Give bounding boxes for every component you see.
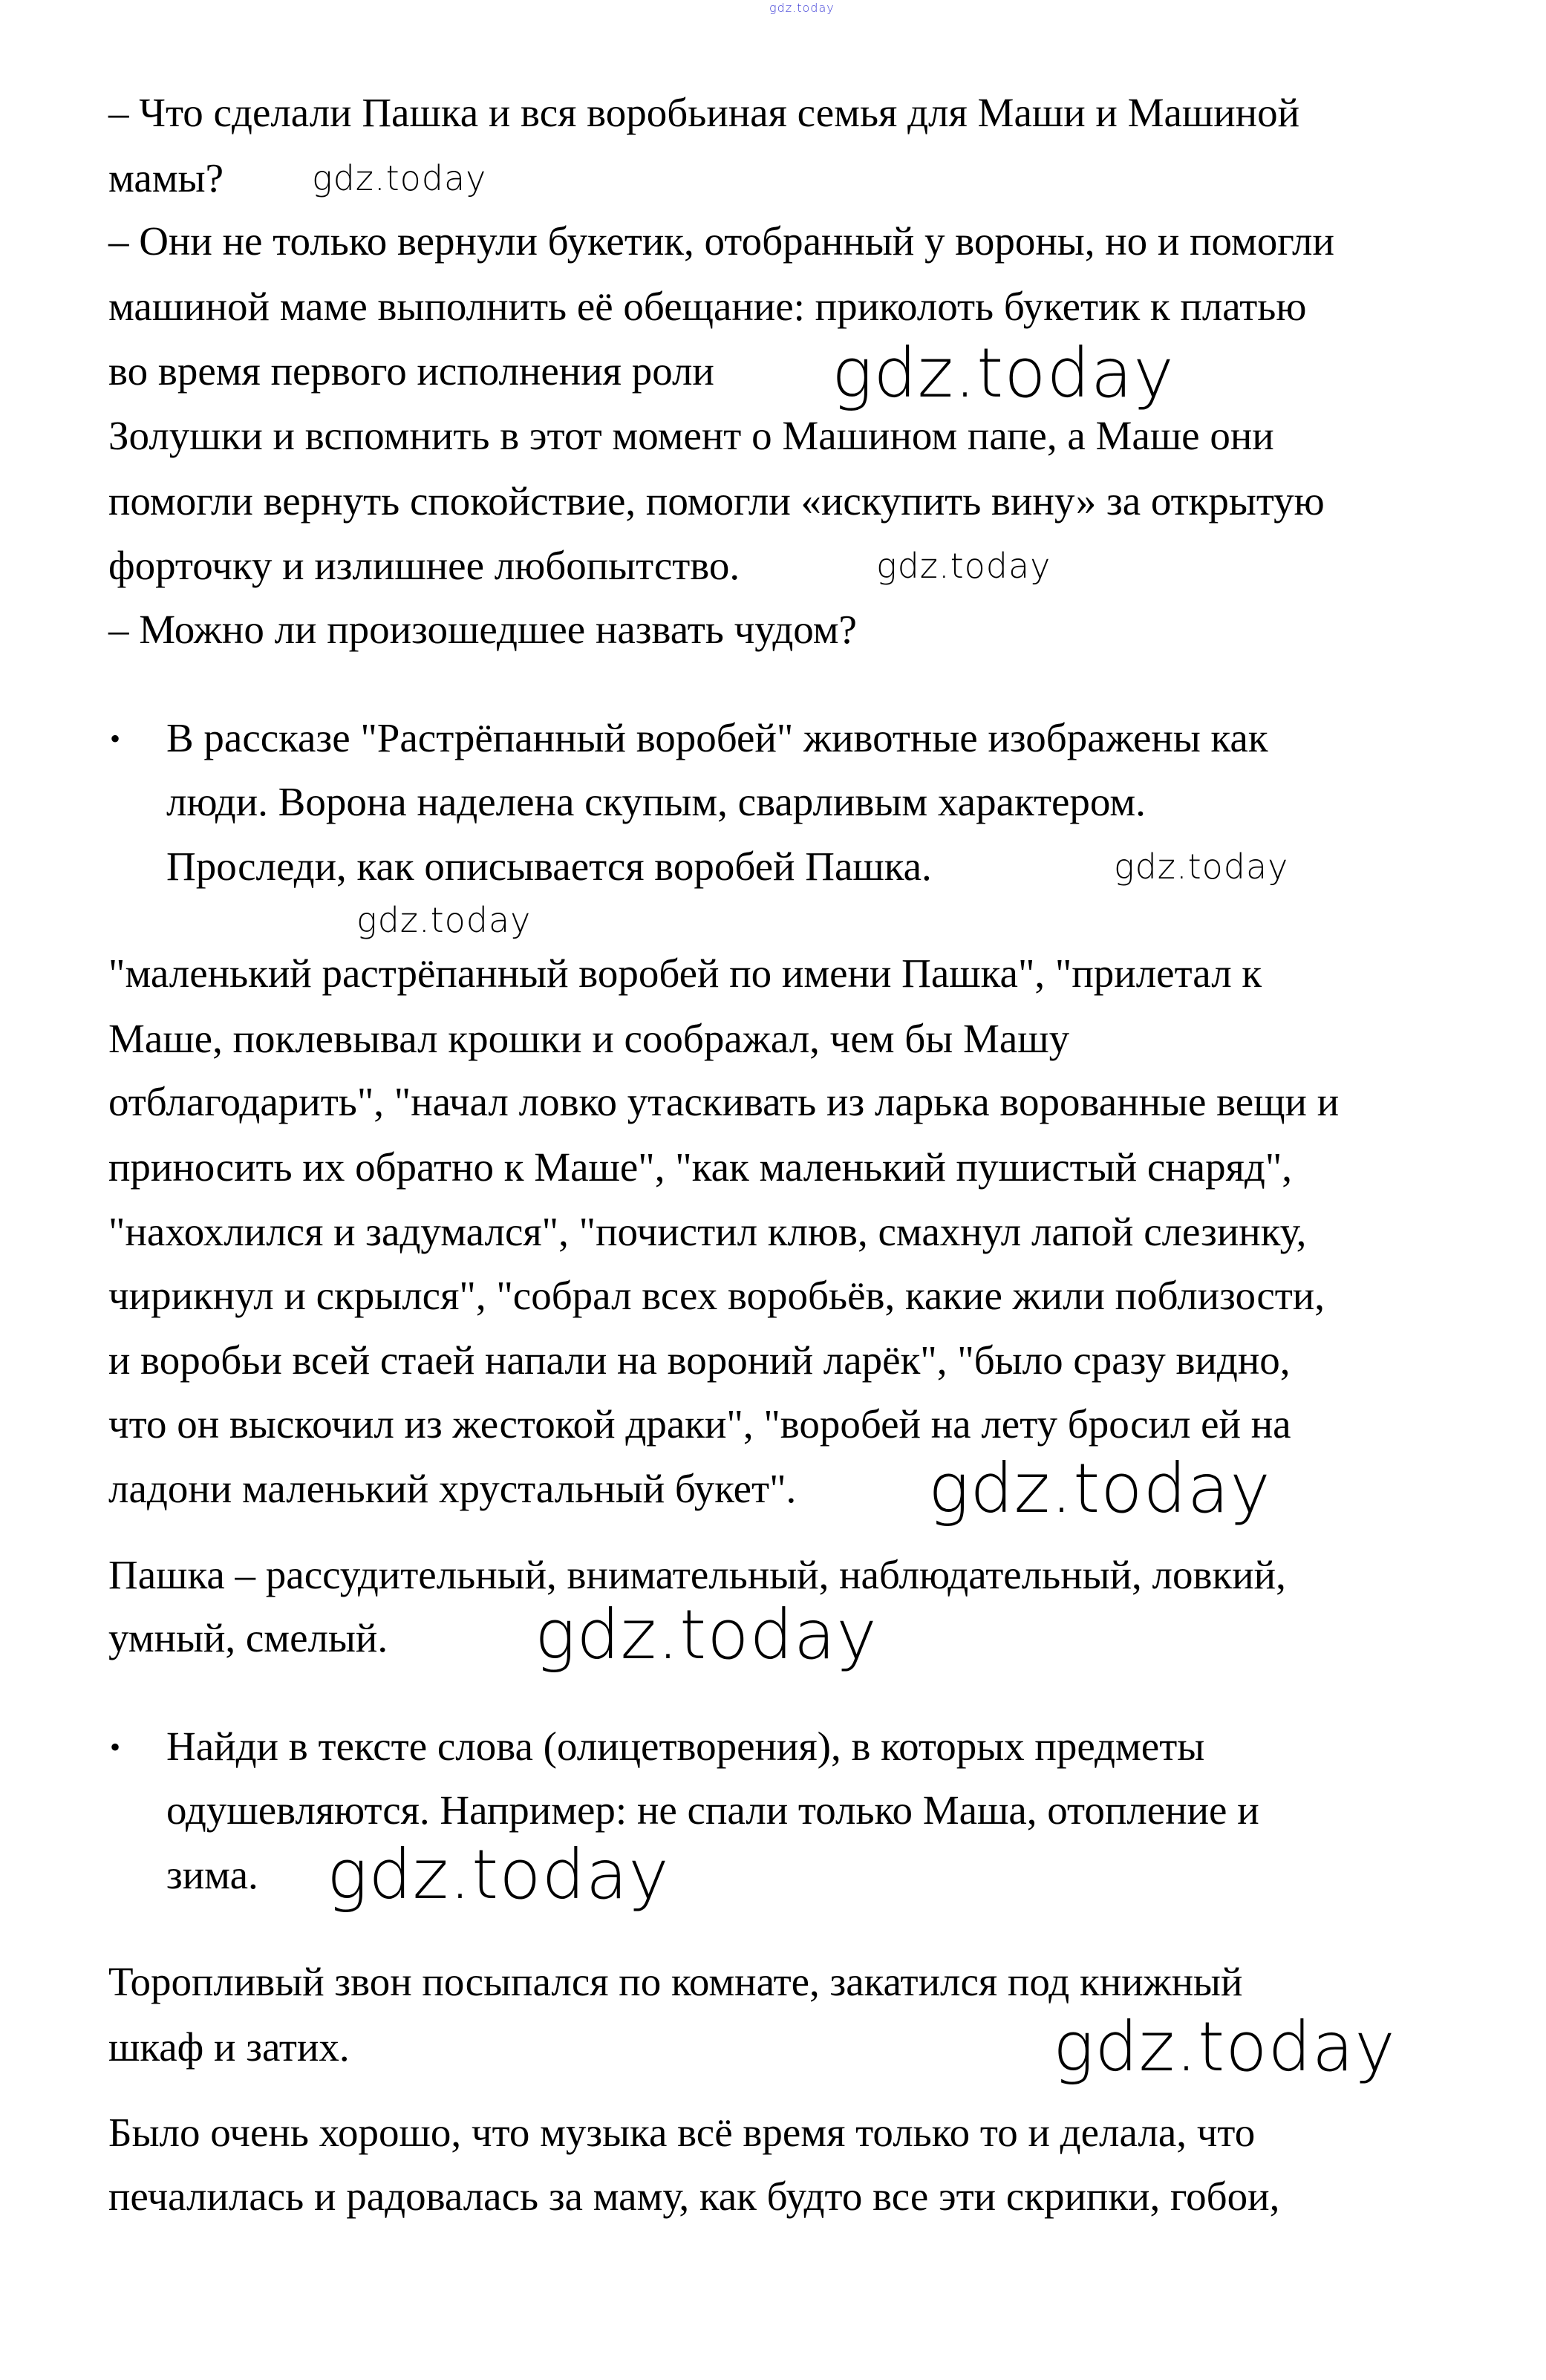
question-line: зима.	[166, 1852, 258, 1897]
answer-line: что он выскочил из жестокой драки", "воробей на лету бросил ей на	[108, 1401, 1291, 1447]
watermark: gdz.today	[928, 1449, 1271, 1528]
answer-line: шкаф и затих.	[108, 2024, 350, 2070]
text-line: помогли вернуть спокойствие, помогли «искупить вину» за открытую	[108, 478, 1325, 524]
text-line: – Они не только вернули букетик, отобранный у вороны, но и помогли	[108, 218, 1334, 264]
watermark: gdz.today	[876, 546, 1051, 586]
answer-line: чирикнул и скрылся", "собрал всех воробьёв, какие жили поблизости,	[108, 1273, 1325, 1318]
answer-line: Маше, поклевывал крошки и соображал, чем бы Машу	[108, 1016, 1070, 1061]
question-line: Найди в тексте слова (олицетворения), в которых предметы	[166, 1724, 1205, 1769]
watermark-top: gdz.today	[769, 1, 835, 15]
question-line: одушевляются. Например: не спали только Маша, отопление и	[166, 1787, 1259, 1833]
answer-line: "нахохлился и задумался", "почистил клюв, смахнул лапой слезинку,	[108, 1209, 1307, 1254]
summary-line: Пашка – рассудительный, внимательный, наблюдательный, ловкий,	[108, 1552, 1286, 1597]
text-line: во время первого исполнения роли	[108, 348, 714, 394]
answer-line: ладони маленький хрустальный букет".	[108, 1466, 797, 1511]
bullet: •	[110, 722, 121, 755]
answer-line: и воробьи всей стаей напали на вороний ларёк", "было сразу видно,	[108, 1337, 1291, 1383]
text-line: Золушки и вспомнить в этот момент о Машином папе, а Маше они	[108, 413, 1274, 458]
text-line: – Что сделали Пашка и вся воробьиная семья для Маши и Машиной	[108, 90, 1300, 135]
text-line: мамы?	[108, 155, 224, 200]
watermark: gdz.today	[312, 158, 487, 198]
text-line: форточку и излишнее любопытство.	[108, 543, 740, 588]
answer-line: приносить их обратно к Маше", "как маленький пушистый снаряд",	[108, 1144, 1293, 1190]
text-line: – Можно ли произошедшее назвать чудом?	[108, 607, 857, 652]
answer-line: отблагодарить", "начал ловко утаскивать из ларька ворованные вещи и	[108, 1079, 1340, 1124]
answer-line: печалилась и радовалась за маму, как будто все эти скрипки, гобои,	[108, 2174, 1280, 2219]
text-line: машиной маме выполнить её обещание: приколоть букетик к платью	[108, 284, 1307, 329]
watermark: gdz.today	[1114, 847, 1289, 887]
summary-line: умный, смелый.	[108, 1615, 388, 1660]
answer-line: "маленький растрёпанный воробей по имени Пашка", "прилетал к	[108, 951, 1262, 996]
answer-line: Торопливый звон посыпался по комнате, закатился под книжный	[108, 1959, 1243, 2004]
watermark: gdz.today	[1053, 2007, 1396, 2087]
question-line: люди. Ворона наделена скупым, сварливым характером.	[166, 779, 1146, 824]
question-line: В рассказе "Растрёпанный воробей" животные изображены как	[166, 715, 1268, 760]
watermark: gdz.today	[535, 1595, 878, 1675]
question-line: Проследи, как описывается воробей Пашка.	[166, 844, 932, 889]
answer-line: Было очень хорошо, что музыка всё время только то и делала, что	[108, 2110, 1256, 2155]
bullet: •	[110, 1730, 121, 1764]
watermark: gdz.today	[356, 900, 532, 940]
watermark: gdz.today	[327, 1835, 670, 1914]
watermark: gdz.today	[832, 333, 1175, 413]
